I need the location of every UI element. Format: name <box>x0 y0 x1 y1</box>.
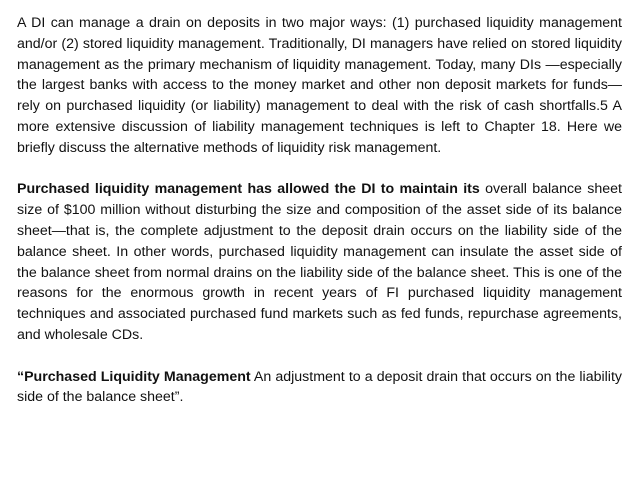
bold-lead-text: Purchased liquidity management has allowed the DI to maintain its <box>17 181 480 198</box>
paragraph-text: overall balance sheet size of $100 million without disturbing the size and composition of the asset side of its balance sheet—that is, the complete adjustment to the deposit drain occurs on the liability side of the balance sheet. In other words, purchased liquidity management can insulate the asset side of the balance sheet from normal drains on the liability side of the balance sheet. This is one of the reasons for the enormous growth in recent years of FI purchased liquidity management techniques and associated purchased fund markets such as fed funds, repurchase agreements, and wholesale CDs. <box>17 181 622 343</box>
paragraph-purchased-liquidity <box>17 179 622 345</box>
paragraph-spacer <box>17 159 622 180</box>
paragraph-definition <box>17 367 622 409</box>
paragraph-liquidity-intro <box>17 13 622 159</box>
definition-text: An adjustment to a deposit drain that occurs on the liability side of the balance sheet”. <box>17 368 622 406</box>
definition-term: “Purchased Liquidity Management <box>17 368 251 385</box>
paragraph-spacer <box>17 346 622 367</box>
document-body <box>17 13 622 408</box>
paragraph-text: A DI can manage a drain on deposits in two major ways: (1) purchased liquidity management and/or (2) stored liquidity management. Traditionally, DI managers have relied on stored liquidity management as the primary mechanism of liquidity management. Today, many DIs —especially the largest banks with access to the money market and other non deposit markets for funds—rely on purchased liquidity (or liability) management to deal with the risk of cash shortfalls.5 A more extensive discussion of liability management techniques is left to Chapter 18. Here we briefly discuss the alternative methods of liquidity risk management. <box>17 15 622 156</box>
